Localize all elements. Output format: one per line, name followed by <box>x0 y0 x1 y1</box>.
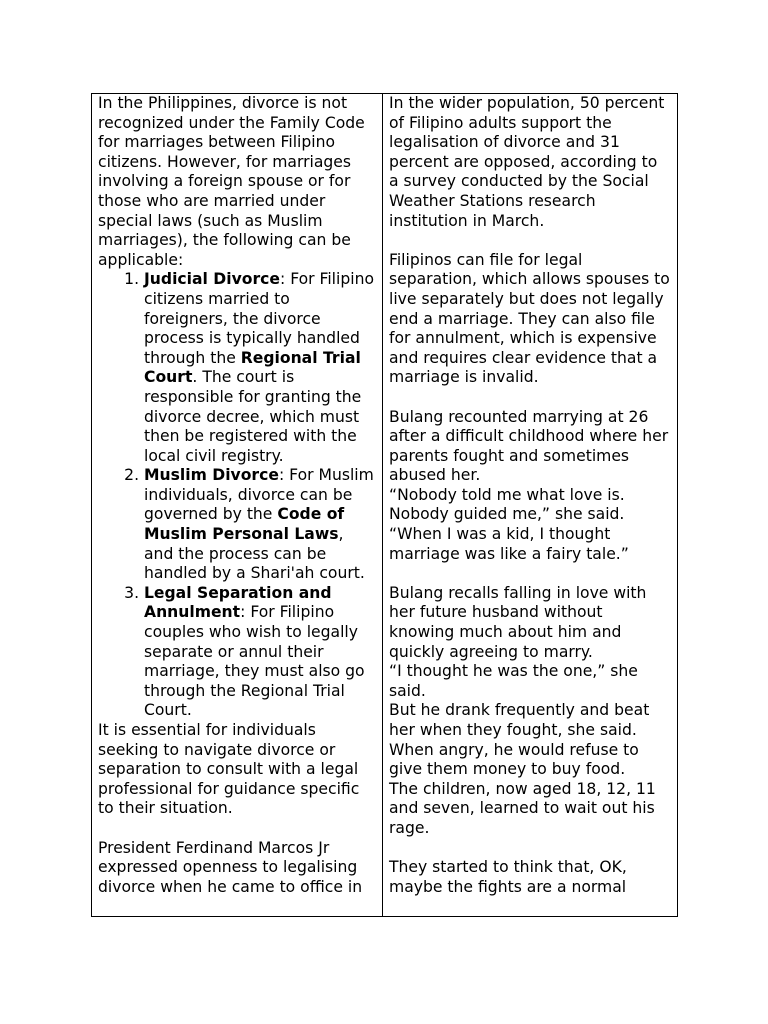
intro-paragraph: In the Philippines, divorce is not recognized under the Family Code for marriages between Filipino citizens. However, for marriages involving a foreign spouse or for those who are married under special laws (such as Muslim marriages), the following can be applicable: <box>98 94 365 269</box>
quote-paragraph: “Nobody told me what love is. Nobody guided me,” she said. <box>389 485 625 524</box>
legal-separation-paragraph: Filipinos can file for legal separation, which allows spouses to live separately but does not legally end a marriage. They can also file for annulment, which is expensive and requires clear evidence that a marriage is invalid. <box>389 250 670 387</box>
paragraph-gap <box>389 388 671 408</box>
paragraph-gap <box>389 564 671 584</box>
paragraph-gap <box>389 231 671 251</box>
item-text: : For Filipino couples who wish to legally separate or annul their marriage, they must also go through the Regional Trial Court. <box>144 603 365 720</box>
item-bold-inline: Regional Trial Court <box>144 348 361 387</box>
advice-paragraph: It is essential for individuals seeking to navigate divorce or separation to consult with a legal professional for guidance specific to their situation. <box>98 721 360 818</box>
survey-paragraph: In the wider population, 50 percent of Filipino adults support the legalisation of divorce and 31 percent are opposed, according to a survey conducted by the Social Weather Stations research institution in March. <box>389 94 665 230</box>
item-text-after: . The court is responsible for granting the divorce decree, which must then be registered with the local civil registry. <box>144 368 362 465</box>
item-text-after: , and the process can be handled by a Shari'ah court. <box>144 525 365 583</box>
marcos-paragraph: President Ferdinand Marcos Jr expressed openness to legalising divorce when he came to office in <box>98 838 363 896</box>
quote-paragraph: “I thought he was the one,” she said. <box>389 662 638 700</box>
list-item-legal-separation <box>144 584 376 721</box>
document-table <box>91 93 678 917</box>
item-title: Muslim Divorce <box>144 466 279 485</box>
item-title: Legal Separation and Annulment <box>144 583 332 622</box>
drinking-paragraph: But he drank frequently and beat her when they fought, she said. <box>389 701 650 739</box>
paragraph-gap <box>389 839 671 859</box>
fights-paragraph: They started to think that, OK, maybe the fights are a normal <box>389 858 627 896</box>
quote-paragraph: “When I was a kid, I thought marriage was like a fairy tale.” <box>389 525 629 563</box>
item-bold-inline: Code of Muslim Personal Laws <box>144 505 345 544</box>
right-column <box>383 94 677 916</box>
paragraph-gap <box>98 819 376 839</box>
divorce-options-list <box>98 270 376 721</box>
item-text: : For Filipino citizens married to foreigners, the divorce process is typically handled through the <box>144 270 375 367</box>
left-column <box>92 94 383 916</box>
bulang-love-paragraph: Bulang recalls falling in love with her future husband without knowing much about him and quickly agreeing to marry. <box>389 583 647 661</box>
item-text: : For Muslim individuals, divorce can be governed by the <box>144 466 374 524</box>
list-item-judicial-divorce <box>144 270 376 466</box>
children-paragraph: The children, now aged 18, 12, 11 and seven, learned to wait out his rage. <box>389 779 656 837</box>
list-item-muslim-divorce <box>144 466 376 584</box>
item-title: Judicial Divorce <box>144 270 280 289</box>
anger-paragraph: When angry, he would refuse to give them money to buy food. <box>389 740 639 779</box>
bulang-childhood-paragraph: Bulang recounted marrying at 26 after a difficult childhood where her parents fought and sometimes abused her. <box>389 407 669 485</box>
